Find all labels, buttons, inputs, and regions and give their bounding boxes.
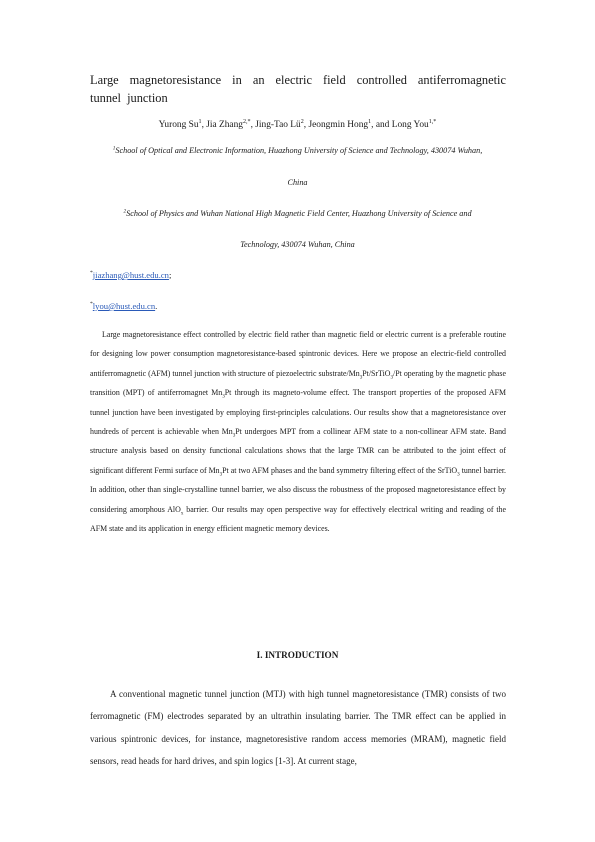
abstract-text: tunnel barrier. In addition, other than single-crystalline tunnel barrier, we also discuss the robustness of the proposed magnetoresistance effect by considering amorphous AlO — [90, 465, 507, 514]
email-line-2 — [90, 301, 157, 311]
author-affiliation-mark: 1 — [198, 118, 202, 125]
affiliation-text: School of Optical and Electronic Information, Huazhong University of Science and Technology, 430074 Wuhan, — [115, 146, 483, 155]
subscript: 3 — [390, 374, 394, 381]
subscript: 3 — [359, 374, 363, 381]
abstract-text: Pt through its magneto-volume effect. The transport properties of the proposed AFM tunnel junction have been investigated by employing first-principles calculations. Our results show that a magnetoresistance over hundreds of percent is achievable when Mn — [90, 388, 506, 437]
author-affiliation-mark: 1 — [368, 118, 372, 125]
abstract-text: /Pt operating by the magnetic phase transition (MPT) of antiferromagnet Mn — [90, 368, 506, 398]
email-link-jiazhang[interactable]: jiazhang@hust.edu.cn — [92, 270, 169, 280]
abstract — [90, 325, 506, 538]
paper-title: Large magnetoresistance in an electric field controlled antiferromagnetic tunnel junction — [90, 73, 506, 105]
email-line-1 — [90, 270, 171, 280]
affiliation-text: School of Physics and Wuhan National High Magnetic Field Center, Huazhong University of Science and — [126, 209, 472, 218]
section-heading: I. INTRODUCTION — [256, 650, 339, 660]
author-affiliation-mark: 2 — [300, 118, 304, 125]
abstract-text: Pt undergoes MPT from a collinear AFM state to a non-collinear AFM state. Band structure analysis based on density functional calculations shows that the large TMR can be attributed to the joint effect of significant different Fermi surface of Mn — [90, 427, 506, 475]
subscript: 3 — [232, 432, 236, 439]
author-name: Jia Zhang — [206, 120, 243, 130]
author-name: Yurong Su — [158, 120, 199, 130]
subscript: 3 — [457, 471, 460, 478]
abstract-text: Pt/SrTiO — [362, 368, 391, 378]
email-punctuation: ; — [168, 270, 172, 280]
author-affiliation-mark: 1,* — [428, 118, 437, 125]
email-punctuation: . — [155, 301, 158, 311]
affiliation-mark: 2 — [123, 208, 127, 215]
author-name: Jing-Tao Lü — [255, 120, 301, 130]
affiliation-2-line-1 — [0, 209, 595, 218]
subscript: 3 — [222, 393, 225, 400]
affiliation-mark: 1 — [112, 145, 116, 152]
author-affiliation-mark: 2,* — [242, 118, 251, 125]
author-name: Jeongmin Hong — [308, 120, 369, 130]
corresponding-mark: * — [90, 301, 93, 308]
subscript: 3 — [219, 471, 223, 478]
abstract-text: barrier. Our results may open perspective way for effectively electrical writing and reading of the AFM state and its application in energy efficient magnetic memory devices. — [90, 504, 506, 534]
affiliation-1-line-2: China — [287, 178, 308, 187]
abstract-paragraph — [90, 325, 506, 538]
abstract-text: Large magnetoresistance effect controlled by electric field rather than magnetic field or electric current is a preferable routine for designing low power consumption magnetoresistance-based spintronic devices. Here we propose an electric-field controlled antiferromagnetic (AFM) tunnel junction with structure of piezoelectric substrate/Mn — [90, 330, 506, 378]
email-link-lyou[interactable]: lyou@hust.edu.cn — [92, 301, 156, 311]
affiliation-2-line-2: Technology, 430074 Wuhan, China — [240, 240, 355, 249]
abstract-text: Pt at two AFM phases and the band symmetry filtering effect of the SrTiO — [222, 465, 458, 475]
introduction-body — [90, 683, 506, 772]
author-name: Long You — [391, 120, 429, 130]
subscript: x — [180, 510, 184, 517]
corresponding-mark: * — [90, 270, 93, 277]
intro-paragraph: A conventional magnetic tunnel junction (MTJ) with high tunnel magnetoresistance (TMR) consists of two ferromagnetic (FM) electrodes separated by an ultrathin insulating barrier. The TMR effect can be applied in various spintronic devices, for instance, magnetoresistive random access memories (MRAM), magnetic field sensors, read heads for hard drives, and spin logics [1-3]. At current stage, — [90, 689, 506, 766]
author-list: Yurong Su$^1$, Jia Zhang$^{2,*}$, Jing-Tao $Lü^2$, Jeongmin Hong$^1$, and Long You$^{1,*}$ — [158, 118, 437, 130]
affiliation-1-line-1 — [0, 146, 595, 155]
